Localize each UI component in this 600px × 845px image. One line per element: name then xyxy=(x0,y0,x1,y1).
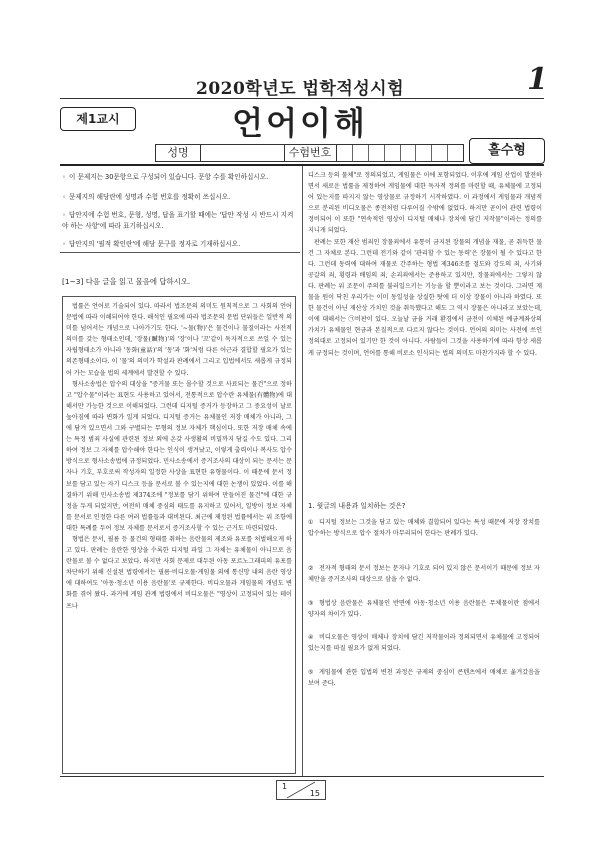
choice-text: 디지털 정보는 그것을 담고 있는 매체와 결합되어 있다는 특성 때문에 저장 장치를 압수하는 방식으로 압수 절차가 마무리되어 한다는 판례가 있다. xyxy=(308,519,540,538)
bullet-icon: ◦ xyxy=(62,211,66,219)
column-divider xyxy=(302,166,303,776)
exam-title: 2020학년도 법학적성시험 xyxy=(195,79,405,99)
choice-number: ③ xyxy=(308,600,314,607)
passage-box-left xyxy=(62,296,296,774)
choice-text: 비디오물은 영상이 매체나 장치에 담긴 저작물이라 정의되면서 유체물에 고정되어 있는지를 따질 필요가 없게 되었다. xyxy=(308,634,540,653)
folio-total-pages: 15 xyxy=(309,789,320,798)
choice-3[interactable] xyxy=(308,598,540,620)
session-box: 제1교시 xyxy=(60,107,136,131)
choice-5[interactable] xyxy=(308,667,540,689)
notice-text: 답안지에 수험 번호, 문형, 성명, 답을 표기할 때에는 '답안 작성 시 반드시 지켜야 하는 사항'에 따라 표기하십시오. xyxy=(62,211,294,230)
id-label: 수험번호 xyxy=(284,145,337,161)
subject-title: 언어이해 xyxy=(232,104,368,142)
choice-4[interactable] xyxy=(308,632,540,654)
passage-paragraph: 법률은 언어로 기술되어 있다. 따라서 법조문의 의미도 원칙적으로 그 사회의 언어 문법에 따라 이해되어야 한다. 해석인 필요에 따라 법조문의 문법 단위들은 일반적 의미를 넘어서는 개념으로 나아가기도 한다. '~물(物)'은 물건이나 물질이라는 사전적 의미를 갖는 형태소인데, '장물(贓物)'의 '장'이나 '꼬'같이 독자적으로 쓰일 수 있는 자립형태소가 아니라 '동화(童話)'의 '동'과 '화'처럼 다른 어근과 결합할 필요가 있는 의존형태소이다. 이 '물'의 의미가 학설과 판례에서 그리고 입법에서도 새롭게 규정되어 가는 모습을 법의 세계에서 발견할 수 있다. xyxy=(66,303,292,377)
id-digit-box[interactable] xyxy=(352,145,369,161)
bullet-icon: ◦ xyxy=(62,240,66,248)
id-digit-box[interactable] xyxy=(431,145,448,161)
question-range-instruction: [1~3] 다음 글을 읽고 물음에 답하시오. xyxy=(62,277,191,286)
bullet-icon: ◦ xyxy=(62,173,66,181)
choice-number: ① xyxy=(308,519,314,526)
choice-number: ② xyxy=(308,565,314,572)
passage-continuation-right xyxy=(308,170,542,466)
choice-text: 게임물에 관한 입법의 변천 과정은 규제의 중심이 콘텐츠에서 매체로 옮겨갔음을 보여 준다. xyxy=(308,669,540,688)
id-digit-box[interactable] xyxy=(447,145,463,161)
choice-text: 형법상 음란물은 유체물인 반면에 아동·청소년 이용 음란물은 무체물이란 점에서 양자의 차이가 있다. xyxy=(308,600,540,619)
footer-rule xyxy=(60,776,544,777)
bullet-icon: ◦ xyxy=(62,193,66,201)
name-label: 성명 xyxy=(156,145,201,161)
question-1-stem: 1. 윗글의 내용과 일치하는 것은? xyxy=(308,502,406,510)
choice-2[interactable] xyxy=(308,563,540,585)
notice-text: 이 문제지는 30문항으로 구성되어 있습니다. 문항 수를 확인하십시오. xyxy=(69,173,269,181)
notice-item xyxy=(62,210,294,231)
choice-text: 전자적 형태의 문서 정보는 문자나 기호로 되어 있지 않은 문서이기 때문에 정보 자체만을 증거조사의 대상으로 삼을 수 없다. xyxy=(308,565,540,584)
exam-type-box: 홀수형 xyxy=(469,138,545,164)
notice-item xyxy=(62,192,294,203)
id-digit-box[interactable] xyxy=(336,145,353,161)
id-digit-box[interactable] xyxy=(415,145,432,161)
id-digit-box[interactable] xyxy=(400,145,417,161)
candidate-id-row xyxy=(155,144,464,162)
passage-paragraph: 형사소송법은 압수의 대상을 "증거물 또는 몰수할 것으로 사료되는 물건"으로 정하고 "압수물"이라는 표현도 사용하고 있어서, 전통적으로 압수란 유체물(有體物)에 대해서만 가능한 것으로 이해되었다. 그런데 디지털 증거가 등장하고 그 중요성이 날로 높아짐에 따라 변화가 일게 되었다. 디지털 증거는 유체물인 저장 매체가 아니라, 그에 담겨 있으면서 그와 구별되는 무형의 정보 자체가 핵심이다. 또한 저장 매체 속에는 특정 범죄 사실에 관련된 정보 외에 온갖 사생활의 비밀까지 담길 수도 있다. 그리하여 정보 그 자체를 압수해야 한다는 인식이 생겨났고, 이렇게 출력이나 복사도 압수 방식으로 형사소송법에 규정되었다. 민사소송에서 증거조사의 대상이 되는 문서는 문자나 기호, 부호로써 작성자의 일정한 사상을 표현한 유형물이다. 이 때문에 문서 정보를 담고 있는 자기 디스크 등을 문서로 볼 수 있는지에 대한 논쟁이 있었다. 이를 해결하기 위해 민사소송법 제374조에 "정보를 담기 위하여 만들어진 물건"에 대한 규정을 두게 되었지만, 여전히 매체 중심의 태도를 유지하고 있어서, 일방이 정보 자체를 문서로 인정한 다른 여러 법률들과 대비된다. 최근에 제정된 법률에서는 위 조항에 대한 특례를 두어 정보 자체를 문서로서 증거조사할 수 있는 근거도 마련되었다. xyxy=(66,380,292,532)
folio-current-page: 1 xyxy=(282,782,288,791)
page-number: 1 xyxy=(527,62,548,97)
choice-number: ⑤ xyxy=(308,669,314,676)
id-digit-box[interactable] xyxy=(368,145,385,161)
choice-1[interactable] xyxy=(308,517,540,539)
notice-text: 문제지의 해당란에 성명과 수험 번호를 정확히 쓰십시오. xyxy=(69,193,231,201)
passage-paragraph: 판례는 또한 재산 범죄인 장물죄에서 유통이 금지된 장물의 개념을 재물, 곧 취득한 물건 그 자체로 본다. 그런데 전기와 같이 '관리할 수 있는 동력'은 장물이 될 수 있다고 한다. 그런데 동력에 대하여 재물로 간주하는 형법 제346조를 절도와 강도의 죄, 사기와 공갈의 죄, 횡령과 배임의 죄, 손괴죄에서는 준용하고 있지만, 장물죄에서는 그렇지 않다. 판례는 위 조문이 주의를 불러일으키는 기능을 할 뿐이라고 보는 것이다. 그러면 재물을 원이 닥친 우리가는 이미 동일성을 상실한 탓에 더 이상 장물이 아니라 하였다. 또한 물건이 아닌 재산상 가치인 것을 취득했다고 해도 그 역시 장물은 아니라고 보았는데, 이에 대해서는 ㉠비판이 있다. 오늘날 금융 거래 환경에서 금전이 이체된 예금계좌상의 가치가 유체물인 현금과 본질적으로 다르지 않다는 것이다. 언어의 의미는 사전에 쓰인 정의대로 고정되어 있기만 한 것이 아니다. 사람들이 그것을 사용하기에 따라 항상 새롭게 규정되는 것이며, 언어를 통해 비로소 인식되는 법의 의미도 마찬가지라 할 수 있다. xyxy=(308,238,542,357)
id-digit-box[interactable] xyxy=(384,145,401,161)
notice-item xyxy=(62,239,294,250)
passage-paragraph: 디스크 등의 물체"로 정의되었고, 게임물은 이에 포함되었다. 이후에 게임 산업이 발전하면서 새로운 법률을 제정하여 게임물에 대한 독자적 정의를 마련할 때, 유체물에 고정되어 있는지를 따지지 않는 영상물로 규정하기 시작하였다. 이 과정에서 게임물과 개념적으로 분리된 비디오물은 종전처럼 다루어질 수밖에 없었다. 하지만 곧이어 관련 법령이 정비되어 이 또한 "연속적인 영상이 디지털 매체나 장치에 담긴 저작물"이라는 정의를 지니게 되었다. xyxy=(308,172,542,235)
choice-number: ④ xyxy=(308,634,314,641)
passage-paragraph: 형법은 문서, 필름 등 물건의 형태를 취하는 음란물의 제조와 유포를 처벌해오게 하고 있다. 판례는 음란한 영상을 수록한 디지털 파일 그 자체는 유체물이 아니므로 음란물로 볼 수 없다고 보았다. 하지만 사회 문제로 대두된 아동 포르노그래피의 유포를 차단하기 위해 신설된 법령에서는 필름·비디오물·게임물 외에 통신망 내의 음란 영상에 대하여도 '아동·청소년 이용 음란물'로 규제한다. 비디오물과 게임물의 개념도 변화를 겪어 왔다. 과거에 게임 관계 법령에서 비디오물은 "영상이 고정되어 있는 테이프나 xyxy=(66,535,292,610)
name-field[interactable] xyxy=(200,145,285,161)
notice-text: 답안지의 '필적 확인란'에 해당 문구를 정자로 기재하십시오. xyxy=(69,240,241,248)
notice-item xyxy=(62,172,294,183)
page-folio xyxy=(276,780,326,800)
notice-rule xyxy=(60,252,300,253)
